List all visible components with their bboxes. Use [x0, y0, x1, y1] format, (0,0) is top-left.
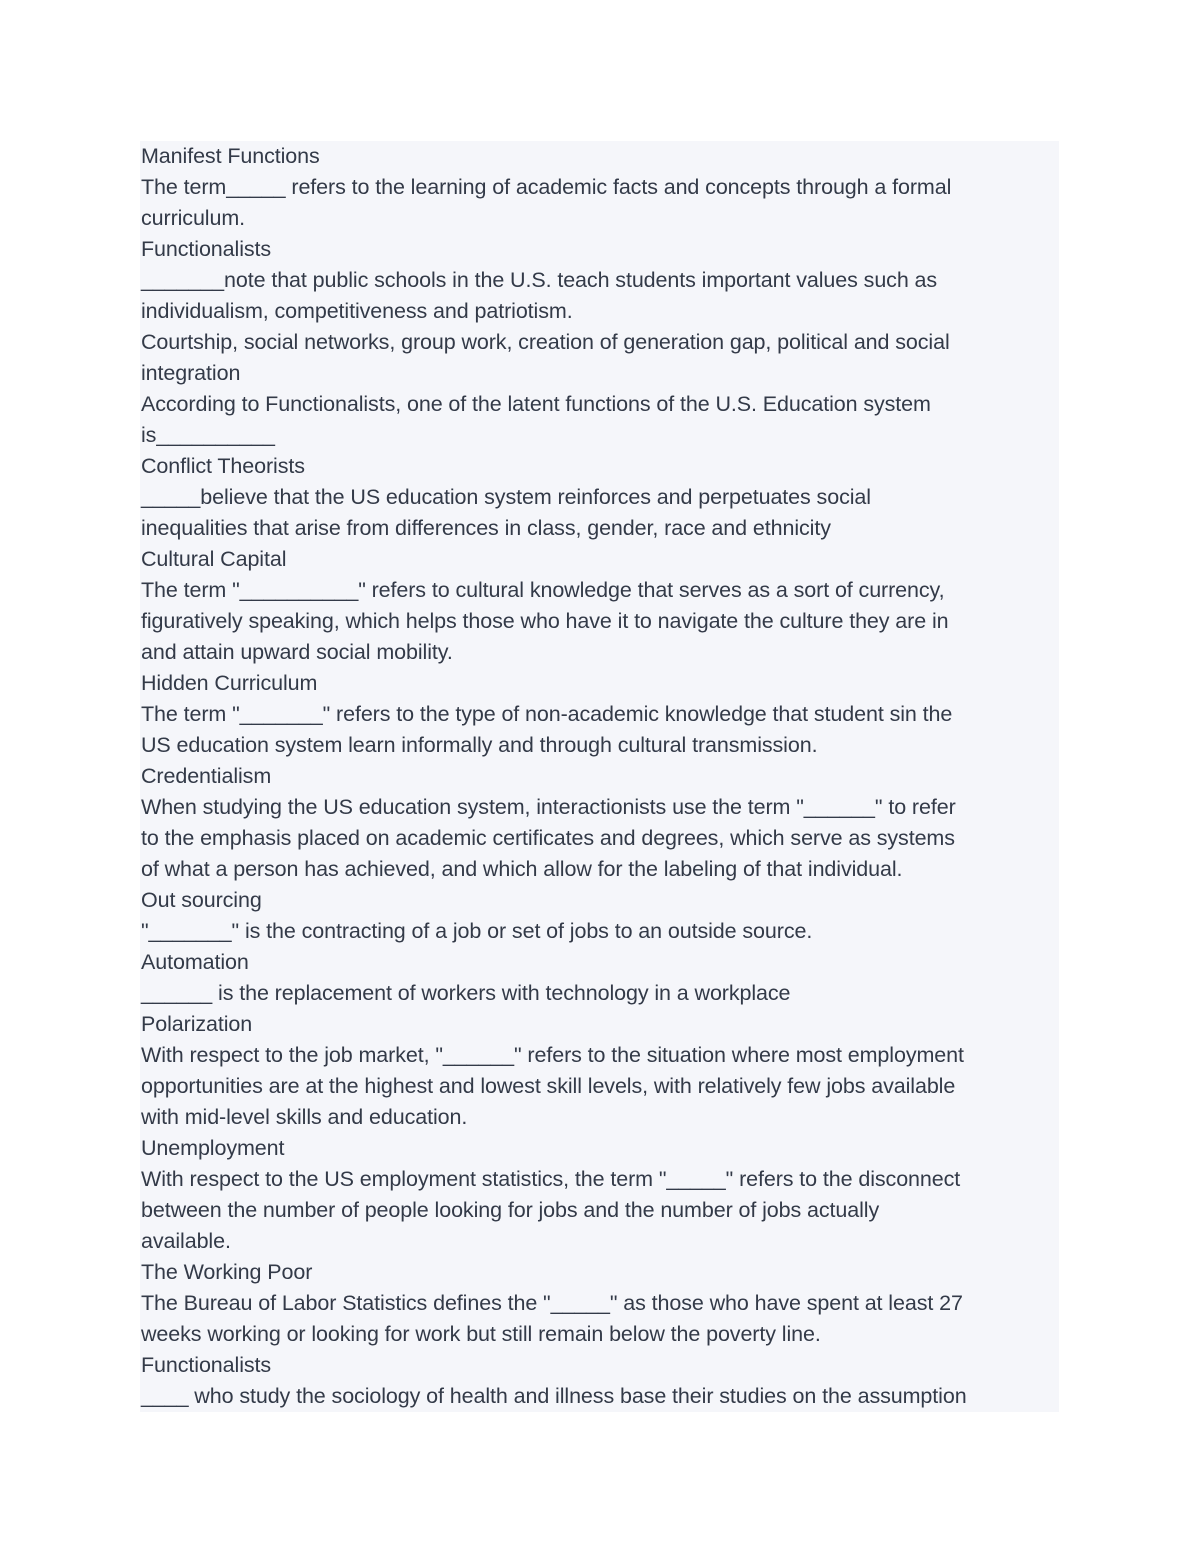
term-polarization: Polarization — [141, 1012, 253, 1036]
definition-line: available. — [141, 1229, 231, 1253]
definition-line: According to Functionalists, one of the latent functions of the U.S. Education system — [141, 392, 931, 416]
definition-line: ______ is the replacement of workers with technology in a workplace — [141, 981, 791, 1005]
definition-line: with mid-level skills and education. — [141, 1105, 468, 1129]
definition-line: When studying the US education system, interactionists use the term "______" to refer — [141, 795, 956, 819]
definition-line: _______note that public schools in the U.S. teach students important values such as — [141, 268, 938, 292]
definition-line: The term "__________" refers to cultural knowledge that serves as a sort of currency, — [141, 578, 945, 602]
definition-line: curriculum. — [141, 206, 246, 230]
term-functionalists: Functionalists — [141, 1353, 272, 1377]
term-latent-functions: Courtship, social networks, group work, creation of generation gap, political and social — [141, 330, 950, 354]
definition-line: inequalities that arise from differences in class, gender, race and ethnicity — [141, 516, 831, 540]
definition-line: _____believe that the US education system reinforces and perpetuates social — [141, 485, 871, 509]
definition-line: US education system learn informally and through cultural transmission. — [141, 733, 818, 757]
definition-line: weeks working or looking for work but still remain below the poverty line. — [141, 1322, 821, 1346]
definition-line: is__________ — [141, 423, 275, 447]
term-out-sourcing: Out sourcing — [141, 888, 262, 912]
term-working-poor: The Working Poor — [141, 1260, 313, 1284]
definition-line: and attain upward social mobility. — [141, 640, 453, 664]
definition-line: The term "_______" refers to the type of non-academic knowledge that student sin the — [141, 702, 953, 726]
definition-line: opportunities are at the highest and lowest skill levels, with relatively few jobs available — [141, 1074, 956, 1098]
definition-line: ____ who study the sociology of health and illness base their studies on the assumption — [141, 1384, 967, 1408]
definition-line: to the emphasis placed on academic certificates and degrees, which serve as systems — [141, 826, 955, 850]
definition-line: With respect to the job market, "______" refers to the situation where most employment — [141, 1043, 964, 1067]
term-conflict-theorists: Conflict Theorists — [141, 454, 305, 478]
definition-line: individualism, competitiveness and patriotism. — [141, 299, 573, 323]
definition-line: between the number of people looking for jobs and the number of jobs actually — [141, 1198, 880, 1222]
term-latent-functions: integration — [141, 361, 241, 385]
term-cultural-capital: Cultural Capital — [141, 547, 287, 571]
term-functionalists: Functionalists — [141, 237, 272, 261]
term-manifest-functions: Manifest Functions — [141, 144, 320, 168]
term-credentialism: Credentialism — [141, 764, 272, 788]
term-unemployment: Unemployment — [141, 1136, 285, 1160]
term-automation: Automation — [141, 950, 249, 974]
definition-line: The term_____ refers to the learning of academic facts and concepts through a formal — [141, 175, 952, 199]
term-hidden-curriculum: Hidden Curriculum — [141, 671, 318, 695]
definition-line: figuratively speaking, which helps those who have it to navigate the culture they are in — [141, 609, 949, 633]
definition-line: With respect to the US employment statistics, the term "_____" refers to the disconnect — [141, 1167, 961, 1191]
definition-line: of what a person has achieved, and which allow for the labeling of that individual. — [141, 857, 903, 881]
definition-line: "_______" is the contracting of a job or set of jobs to an outside source. — [141, 919, 813, 943]
flashcard-text-block — [140, 141, 1059, 1412]
definition-line: The Bureau of Labor Statistics defines the "_____" as those who have spent at least 27 — [141, 1291, 963, 1315]
